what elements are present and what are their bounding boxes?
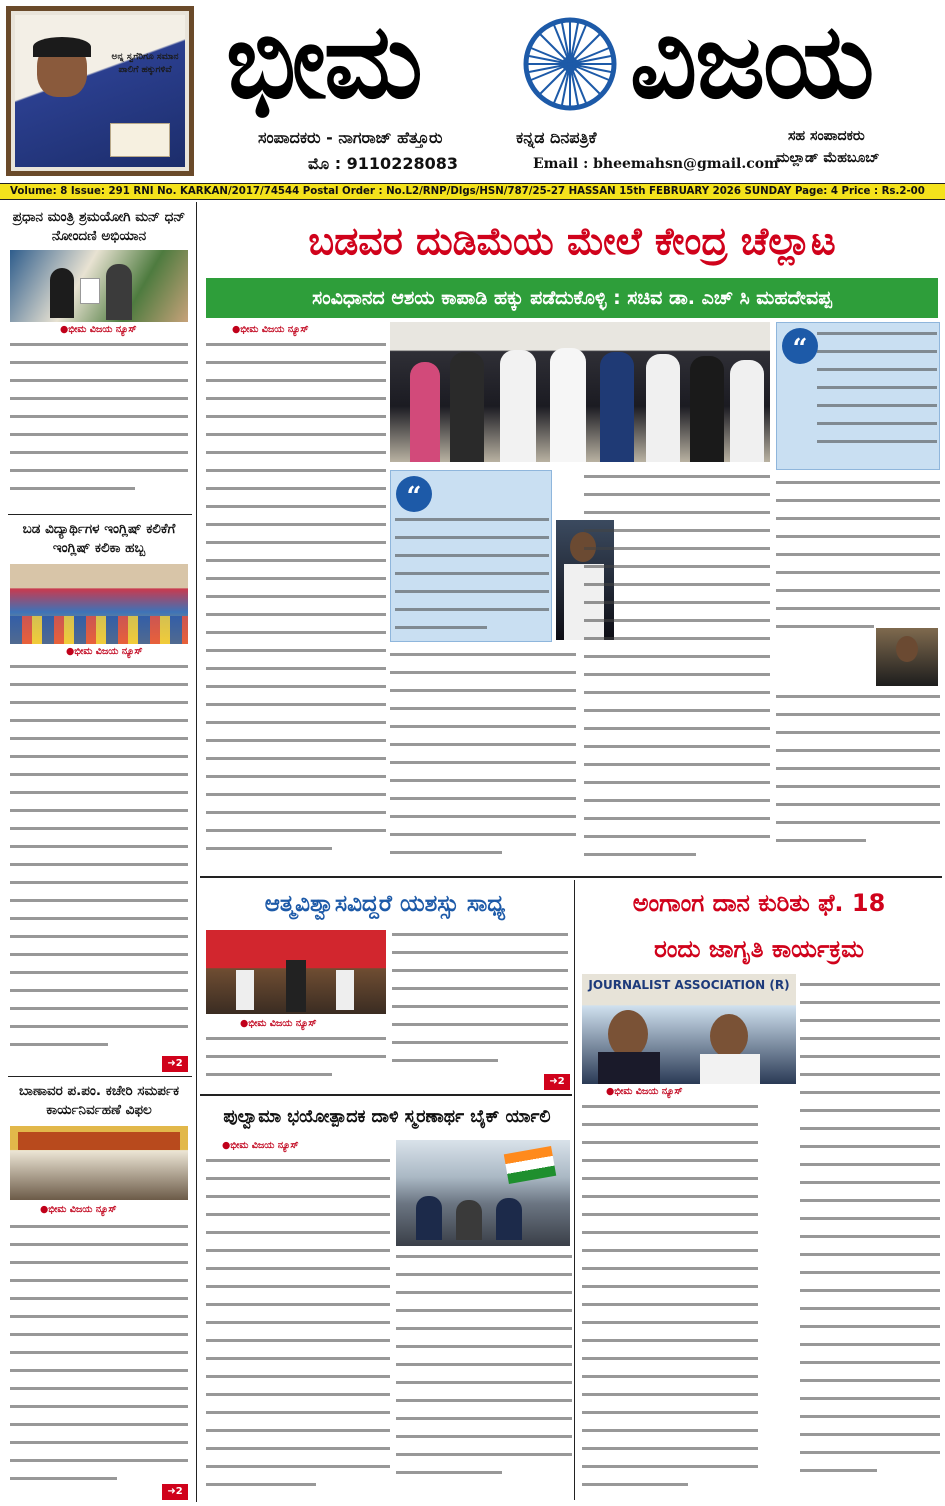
quote-icon: “ <box>782 328 818 364</box>
minister-photo <box>876 628 938 686</box>
masthead-title-left: ಭೀಮ <box>226 0 421 122</box>
pulwama-body-col1 <box>206 1154 390 1500</box>
lead-byline: ● ಭೀಮ ವಿಜಯ ನ್ಯೂಸ್ <box>232 324 309 335</box>
story3-byline: ● ಭೀಮ ವಿಜಯ ನ್ಯೂಸ್ <box>40 1204 117 1215</box>
confidence-continue[interactable]: ➜2 <box>544 1074 570 1090</box>
confidence-byline: ● ಭೀಮ ವಿಜಯ ನ್ಯೂಸ್ <box>240 1018 317 1029</box>
lead-subhead <box>206 278 938 318</box>
portrait-frame <box>6 6 194 176</box>
lead-body-col4b <box>776 690 940 870</box>
story2-body <box>10 660 188 1060</box>
pulwama-byline: ● ಭೀಮ ವಿಜಯ ನ್ಯೂಸ್ <box>222 1140 299 1151</box>
story3-photo <box>10 1126 188 1200</box>
pulwama-photo <box>396 1140 570 1246</box>
ashoka-chakra-icon <box>522 16 618 112</box>
story2-photo <box>10 564 188 644</box>
masthead-title <box>200 2 940 126</box>
lead-photo <box>390 322 770 462</box>
co-editor-title: ಸಹ ಸಂಪಾದಕರು <box>788 128 865 144</box>
organ-photo-banner: JOURNALIST ASSOCIATION (R) <box>588 978 790 992</box>
confidence-photo <box>206 930 386 1014</box>
lead-body-col2 <box>390 648 576 870</box>
pulwama-headline: ಪುಲ್ವಾಮಾ ಭಯೋತ್ಪಾದಕ ದಾಳಿ ಸ್ಮರಣಾರ್ಥ ಬೈಕ್ ರ್ಯಾಲಿ <box>223 1107 551 1127</box>
story3-title: ಬಾಣಾವರ ಪ.ಪಂ. ಕಚೇರಿ ಸಮರ್ಪಕ ಕಾರ್ಯನಿರ್ವಹಣೆ ವಿಫಲ <box>18 1083 180 1118</box>
story3-continue[interactable]: ➜2 <box>162 1484 188 1500</box>
story1-byline: ● ಭೀಮ ವಿಜಯ ನ್ಯೂಸ್ <box>60 324 137 335</box>
editor-name: ಸಂಪಾದಕರು - ನಾಗರಾಜ್ ಹೆತ್ತೂರು <box>258 128 443 147</box>
story1-body <box>10 338 188 514</box>
lead-subhead-text: ಸಂವಿಧಾನದ ಆಶಯ ಕಾಪಾಡಿ ಹಕ್ಕು ಪಡೆದುಕೊಳ್ಳಿ : ಸಚಿವ ಡಾ. ಎಚ್ ಸಿ ಮಹದೇವಪ್ಪ <box>312 287 832 309</box>
confidence-headline: ಆತ್ಮವಿಶ್ವಾಸವಿದ್ದರೆ ಯಶಸ್ಸು ಸಾಧ್ಯ <box>264 891 506 917</box>
lead-body-col1 <box>206 338 386 868</box>
masthead-title-right: ವಿಜಯ <box>630 0 873 122</box>
story2-title: ಬಡ ವಿದ್ಯಾರ್ಥಿಗಳ ಇಂಗ್ಲಿಷ್ ಕಲಿಕೆಗೆ ಇಂಗ್ಲಿಷ್ ಕಲಿಕಾ ಹಬ್ಬ <box>22 521 176 556</box>
story2-byline: ● ಭೀಮ ವಿಜಯ ನ್ಯೂಸ್ <box>66 646 143 657</box>
confidence-body-col2 <box>392 928 568 1088</box>
co-editor-name: ಮಲ್ಲಾಡ್ ಮೆಹಬೂಬ್ <box>776 150 880 166</box>
confidence-body-col1 <box>206 1032 386 1092</box>
email: Email : bheemahsn@gmail.com <box>533 156 779 172</box>
lead-body-col4 <box>776 476 940 638</box>
paper-type: ಕನ್ನಡ ದಿನಪತ್ರಿಕೆ <box>516 128 597 147</box>
portrait-photo <box>15 15 185 167</box>
story1-photo <box>10 250 188 322</box>
story3-body <box>10 1220 188 1500</box>
organ-body-col2 <box>800 978 940 1500</box>
story1-title: ಪ್ರಧಾನ ಮಂತ್ರಿ ಶ್ರಮಯೋಗಿ ಮನ್ ಧನ್ ನೋಂದಣಿ ಅಭಿಯಾನ <box>12 209 186 244</box>
organ-byline: ● ಭೀಮ ವಿಜಯ ನ್ಯೂಸ್ <box>606 1086 683 1097</box>
organ-photo <box>582 974 796 1084</box>
info-strip <box>0 183 945 200</box>
pulwama-body-col2 <box>396 1250 572 1500</box>
quote-icon-mid: “ <box>396 476 432 512</box>
organ-headline-line1: ಅಂಗಾಂಗ ದಾನ ಕುರಿತು ಫೆ. 18 <box>632 889 886 917</box>
masthead <box>0 0 945 182</box>
lead-headline: ಬಡವರ ದುಡಿಮೆಯ ಮೇಲೆ ಕೇಂದ್ರ ಚೆಲ್ಲಾಟ <box>308 219 836 263</box>
portrait-caption: ಅನ್ನ ಸ್ವಗೆರಿಗೂ ಸಮಾನ ಪಾಲಿಗೆ ಹಕ್ಕುಗಳಿವೆ <box>111 52 179 75</box>
organ-headline-line2: ರಂದು ಜಾಗೃತಿ ಕಾರ್ಯಕ್ರಮ <box>654 935 864 963</box>
organ-body-col1 <box>582 1100 758 1500</box>
info-strip-text: Volume: 8 Issue: 291 RNI No. KARKAN/2017/74544 Postal Order : No.L2/RNP/Dlgs/HSN/787/25-27 HASSAN 15th FEBRUARY 2026 SUNDAY Page: 4 Price : Rs.2-00 <box>10 186 925 197</box>
phone: ಮೊ : 9110228083 <box>308 154 458 173</box>
story2-continue[interactable]: ➜2 <box>162 1056 188 1072</box>
lead-body-col3 <box>584 470 770 870</box>
